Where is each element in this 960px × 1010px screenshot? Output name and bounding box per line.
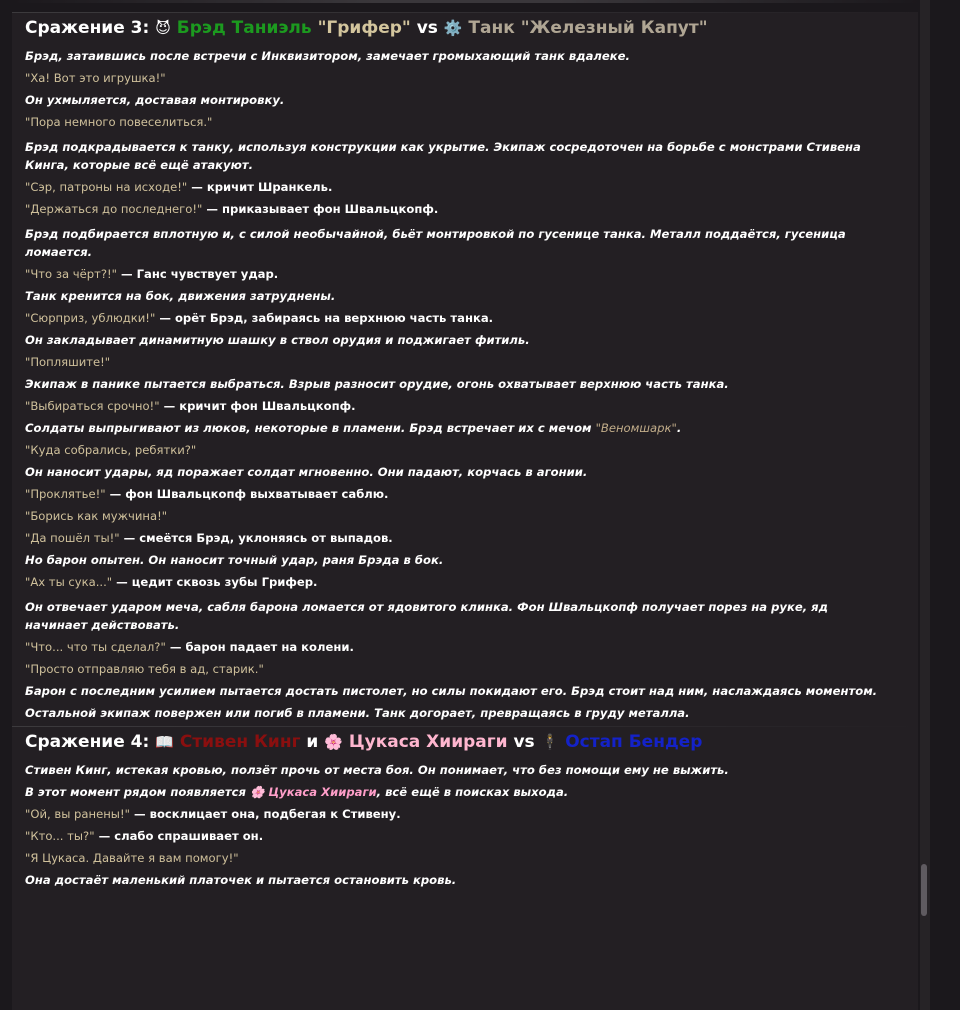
dialogue-line bbox=[12, 485, 918, 503]
dialogue-quote: "Попляшите!" bbox=[25, 355, 111, 369]
dialogue-quote: "Ха! Вот это игрушка!" bbox=[25, 71, 166, 85]
scrollbar-track[interactable] bbox=[920, 0, 930, 1010]
dialogue-quote: "Что... что ты сделал?" bbox=[25, 640, 166, 654]
narration-line: Но барон опытен. Он наносит точный удар, раня Брэда в бок. bbox=[25, 553, 444, 567]
dialogue-quote: "Ах ты сука..." bbox=[25, 575, 113, 589]
dialogue-attribution: — Ганс чувствует удар. bbox=[117, 267, 279, 281]
top-edge-shadow bbox=[12, 0, 920, 3]
narration-line: Брэд подбирается вплотную и, с силой необычайной, бьёт монтировкой по гусенице танка. Металл поддаётся, гусеница ломается. bbox=[25, 227, 846, 259]
battle3-heading bbox=[12, 13, 918, 43]
dialogue-quote: "Держаться до последнего!" bbox=[25, 202, 203, 216]
narration-line: Брэд, затаившись после встречи с Инквизитором, замечает громыхающий танк вдалеке. bbox=[25, 49, 630, 63]
narration-line: Он закладывает динамитную шашку в ствол орудия и поджигает фитиль. bbox=[25, 333, 530, 347]
highlighted-name: "Веномшарк" bbox=[595, 421, 677, 435]
dialogue-attribution: — кричит фон Швальцкопф. bbox=[159, 399, 356, 413]
dialogue-line bbox=[12, 827, 918, 845]
dialogue-line bbox=[12, 638, 918, 656]
dialogue-attribution: — орёт Брэд, забираясь на верхнюю часть танка. bbox=[155, 311, 494, 325]
dialogue-line bbox=[12, 805, 918, 823]
battle3-fighter1: Брэд Таниэль bbox=[176, 18, 312, 38]
narration-line bbox=[12, 783, 918, 801]
narration-line: Стивен Кинг, истекая кровью, ползёт прочь от места боя. Он понимает, что без помощи ему не выжить. bbox=[25, 763, 729, 777]
blossom-emoji-icon: 🌸 bbox=[324, 733, 343, 751]
dialogue-line bbox=[12, 397, 918, 415]
dialogue-attribution: — слабо спрашивает он. bbox=[94, 829, 264, 843]
narration-text: Солдаты выпрыгивают из люков, некоторые в пламени. Брэд встречает их с мечом bbox=[25, 421, 596, 435]
battle3-story bbox=[12, 47, 918, 722]
dialogue-attribution: — восклицает она, подбегая к Стивену. bbox=[129, 807, 401, 821]
highlighted-name: 🌸 Цукаса Хиираги bbox=[249, 785, 377, 799]
dialogue-attribution: — смеётся Брэд, уклоняясь от выпадов. bbox=[119, 531, 393, 545]
dialogue-quote: "Сюрприз, ублюдки!" bbox=[25, 311, 156, 325]
dialogue-line bbox=[12, 200, 918, 218]
dialogue-line bbox=[12, 265, 918, 283]
dialogue-attribution: — цедит сквозь зубы Грифер. bbox=[112, 575, 318, 589]
dialogue-quote: "Кто... ты?" bbox=[25, 829, 95, 843]
battle4-and: и bbox=[306, 732, 319, 752]
battle3-vs: vs bbox=[416, 18, 438, 38]
dialogue-attribution: — приказывает фон Швальцкопф. bbox=[202, 202, 439, 216]
narration-text: В этот момент рядом появляется bbox=[25, 785, 250, 799]
battle4-story bbox=[12, 761, 918, 889]
narration-line: Он отвечает ударом меча, сабля барона ломается от ядовитого клинка. Фон Швальцкопф получает порез на руке, яд начинает действовать. bbox=[25, 600, 828, 632]
dialogue-quote: "Я Цукаса. Давайте я вам помогу!" bbox=[25, 851, 239, 865]
battle3-fighter1-nick: "Грифер" bbox=[317, 18, 411, 38]
dialogue-line bbox=[12, 529, 918, 547]
dialogue-quote: "Выбираться срочно!" bbox=[25, 399, 160, 413]
dialogue-quote: "Да пошёл ты!" bbox=[25, 531, 120, 545]
narration-line: Он ухмыляется, доставая монтировку. bbox=[25, 93, 285, 107]
narration-line bbox=[12, 419, 918, 437]
narration-line: Он наносит удары, яд поражает солдат мгновенно. Они падают, корчась в агонии. bbox=[25, 465, 588, 479]
dialogue-quote: "Ой, вы ранены!" bbox=[25, 807, 130, 821]
dialogue-line bbox=[12, 309, 918, 327]
battle3-fighter2: Танк "Железный Капут" bbox=[468, 18, 708, 38]
battle3-title-prefix: Сражение 3: bbox=[25, 18, 150, 38]
dialogue-attribution: — кричит Шранкель. bbox=[187, 180, 333, 194]
dialogue-quote: "Что за чёрт?!" bbox=[25, 267, 117, 281]
narration-tail: . bbox=[676, 421, 682, 435]
battle4-title-prefix: Сражение 4: bbox=[25, 732, 150, 752]
battle4-heading bbox=[12, 727, 918, 757]
gear-emoji-icon: ⚙️ bbox=[443, 19, 463, 37]
battle4-fighter1: Стивен Кинг bbox=[179, 732, 301, 752]
narration-line: Брэд подкрадывается к танку, используя конструкции как укрытие. Экипаж сосредоточен на борьбе с монстрами Стивена Кинга, которые всё ещё атакуют. bbox=[25, 140, 861, 172]
dialogue-line bbox=[12, 573, 918, 591]
battle4-fighter3: Остап Бендер bbox=[565, 732, 703, 752]
narration-line: Она достаёт маленький платочек и пытается остановить кровь. bbox=[25, 873, 457, 887]
narration-line: Остальной экипаж повержен или погиб в пламени. Танк догорает, превращаясь в груду металла. bbox=[25, 706, 690, 720]
suit-man-emoji-icon: 🕴 bbox=[540, 733, 560, 751]
chat-content bbox=[12, 12, 918, 1010]
dialogue-quote: "Пора немного повеселиться." bbox=[25, 115, 213, 129]
narration-line: Танк кренится на бок, движения затруднены. bbox=[25, 289, 336, 303]
battle4-fighter2: Цукаса Хиираги bbox=[348, 732, 508, 752]
book-emoji-icon: 📖 bbox=[155, 733, 174, 751]
dialogue-quote: "Проклятье!" bbox=[25, 487, 106, 501]
dialogue-quote: "Куда собрались, ребятки?" bbox=[25, 443, 197, 457]
narration-line: Барон с последним усилием пытается достать пистолет, но силы покидают его. Брэд стоит над ним, наслаждаясь моментом. bbox=[25, 684, 878, 698]
dialogue-attribution: — барон падает на колени. bbox=[165, 640, 354, 654]
narration-line: Экипаж в панике пытается выбраться. Взрыв разносит орудие, огонь охватывает верхнюю часть танка. bbox=[25, 377, 729, 391]
scrollbar-thumb[interactable] bbox=[921, 864, 927, 916]
dialogue-attribution: — фон Швальцкопф выхватывает саблю. bbox=[105, 487, 389, 501]
dialogue-line bbox=[12, 178, 918, 196]
dialogue-quote: "Просто отправляю тебя в ад, старик." bbox=[25, 662, 264, 676]
dialogue-quote: "Борись как мужчина!" bbox=[25, 509, 168, 523]
devil-emoji-icon: 😈 bbox=[155, 19, 171, 37]
narration-tail: , всё ещё в поисках выхода. bbox=[376, 785, 569, 799]
dialogue-quote: "Сэр, патроны на исходе!" bbox=[25, 180, 188, 194]
battle4-vs: vs bbox=[513, 732, 535, 752]
